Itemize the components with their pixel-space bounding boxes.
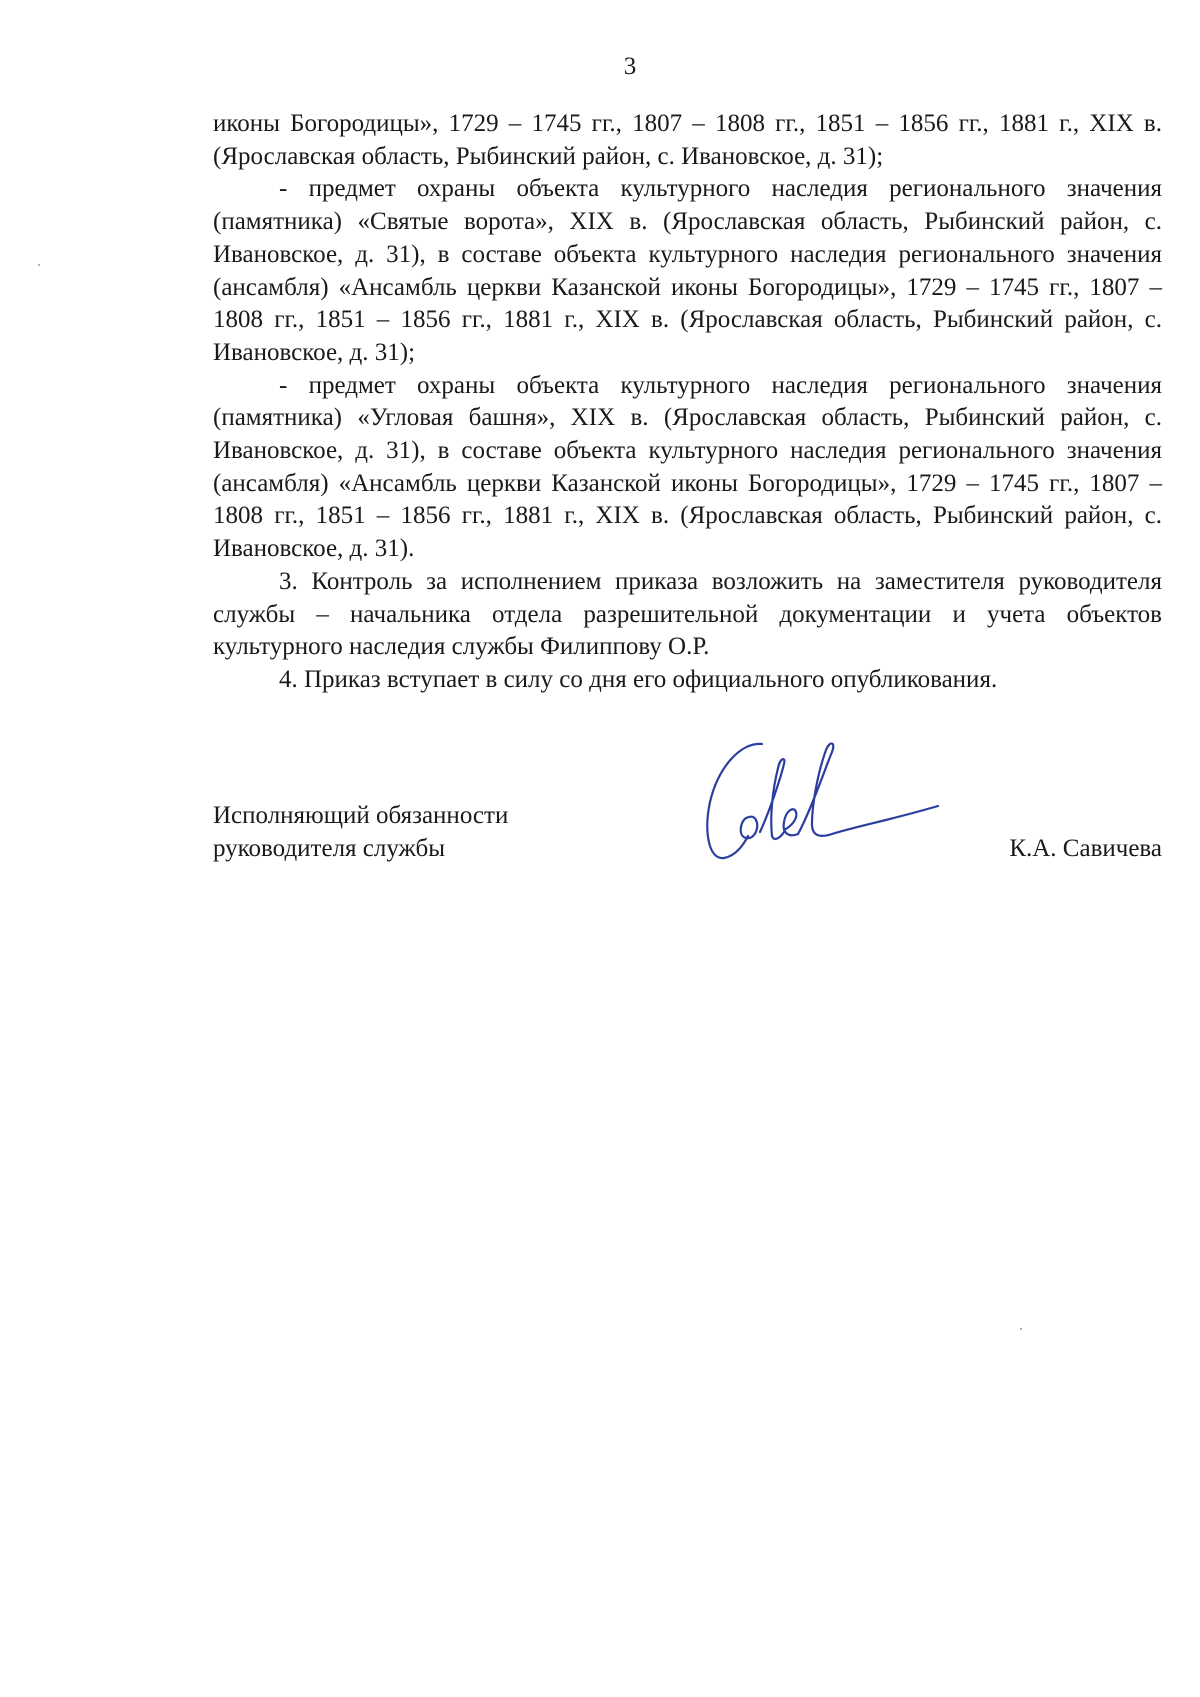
paragraph-item-holy-gates: - предмет охраны объекта культурного наследия регионального значения (памятника) «Святые ворота», XIX в. (Ярославская область, Рыбинский район, с. Ивановское, д. 31), в составе объекта культурного наследия регионального значения (ансамбля) «Ансамбль церкви Казанской иконы Богородицы», 1729 – 1745 гг., 1807 – 1808 гг., 1851 – 1856 гг., 1881 г., XIX в. (Ярославская область, Рыбинский район, с. Ивановское, д. 31); — [213, 175, 1162, 366]
document-body — [213, 108, 1162, 697]
paragraph-item-corner-tower: - предмет охраны объекта культурного наследия регионального значения (памятника) «Угловая башня», XIX в. (Ярославская область, Рыбинский район, с. Ивановское, д. 31), в составе объекта культурного наследия регионального значения (ансамбля) «Ансамбль церкви Казанской иконы Богородицы», 1729 – 1745 гг., 1807 – 1808 гг., 1851 – 1856 гг., 1881 г., XIX в. (Ярославская область, Рыбинский район, с. Ивановское, д. 31). — [213, 371, 1162, 563]
signer-title — [213, 800, 508, 865]
signer-title-line-1: Исполняющий обязанности — [213, 802, 509, 829]
paragraph-clause-4: 4. Приказ вступает в силу со дня его официального опубликования. — [279, 665, 998, 693]
paragraph-continuation: иконы Богородицы», 1729 – 1745 гг., 1807 – 1808 гг., 1851 – 1856 гг., 1881 г., XIX в. (Ярославская область, Рыбинский район, с. Ивановское, д. 31); — [213, 110, 1162, 170]
page-number: 3 — [623, 53, 637, 80]
signer-name: К.А. Савичева — [1009, 834, 1162, 862]
signature-block — [213, 800, 1162, 880]
scan-speck — [1020, 1328, 1022, 1330]
paragraph-clause-3: 3. Контроль за исполнением приказа возложить на заместителя руководителя службы – начальника отдела разрешительной документации и учета объектов культурного наследия службы Филиппову О.Р. — [213, 567, 1162, 661]
handwritten-signature — [700, 732, 940, 872]
signer-title-line-2: руководителя службы — [213, 834, 446, 862]
scan-speck — [38, 264, 40, 266]
